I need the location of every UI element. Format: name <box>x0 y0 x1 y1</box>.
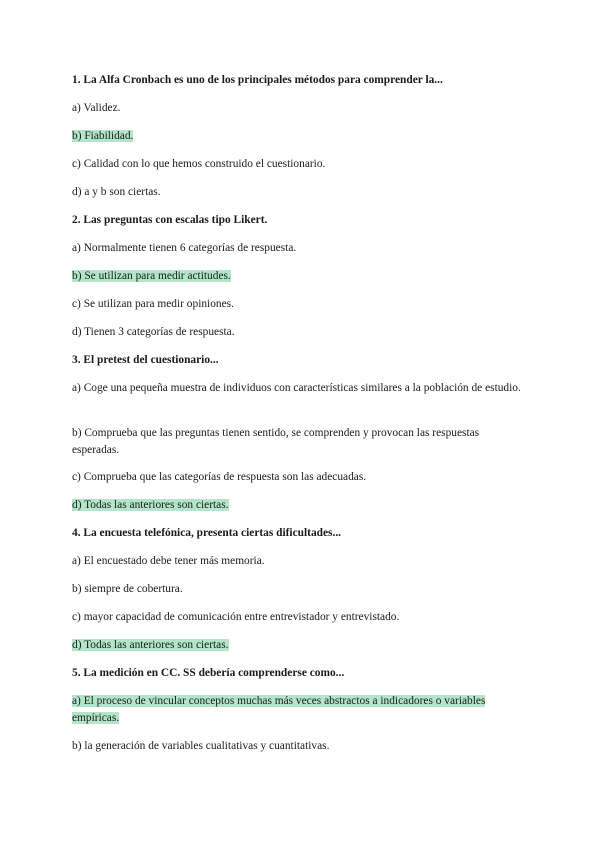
question-4-option-c <box>72 609 528 626</box>
question-3-option-c <box>72 469 528 486</box>
question-1-option-a <box>72 100 528 117</box>
question-4-option-b <box>72 581 528 598</box>
option-text: a) El encuestado debe tener más memoria. <box>72 555 265 567</box>
option-text: a) Normalmente tienen 6 categorías de respuesta. <box>72 242 297 254</box>
option-text: d) Tienen 3 categorías de respuesta. <box>72 326 235 338</box>
question-2-option-c <box>72 296 528 313</box>
question-3-title: 3. El pretest del cuestionario... <box>72 354 219 366</box>
question-4-title: 4. La encuesta telefónica, presenta ciertas dificultades... <box>72 527 342 539</box>
question-2-option-b <box>72 268 528 285</box>
question-1-option-c <box>72 156 528 173</box>
option-text: a) Validez. <box>72 102 121 114</box>
question-3-option-a <box>72 380 528 397</box>
option-text: c) Calidad con lo que hemos construido el cuestionario. <box>72 158 326 170</box>
option-text: c) mayor capacidad de comunicación entre entrevistador y entrevistado. <box>72 611 400 623</box>
option-text-highlighted: b) Fiabilidad. <box>72 130 134 142</box>
option-text: c) Comprueba que las categorías de respuesta son las adecuadas. <box>72 471 367 483</box>
question-1-option-d <box>72 184 528 201</box>
question-5-option-a <box>72 693 528 726</box>
option-text: b) la generación de variables cualitativas y cuantitativas. <box>72 740 330 752</box>
option-text-highlighted: d) Todas las anteriores son ciertas. <box>72 639 229 651</box>
option-text-highlighted: a) El proceso de vincular conceptos muchas más veces abstractos a indicadores o variables empíricas. <box>72 695 486 724</box>
question-5-title: 5. La medición en CC. SS debería comprenderse como... <box>72 667 345 679</box>
question-4-option-d <box>72 637 528 654</box>
question-2-option-a <box>72 240 528 257</box>
option-text: a) Coge una pequeña muestra de individuos con características similares a la población de estudio. <box>72 382 521 394</box>
question-3-option-d <box>72 497 528 514</box>
question-2-title: 2. Las preguntas con escalas tipo Likert. <box>72 214 268 226</box>
option-text: d) a y b son ciertas. <box>72 186 161 198</box>
question-2-option-d <box>72 324 528 341</box>
option-text-highlighted: d) Todas las anteriores son ciertas. <box>72 499 229 511</box>
option-text: b) siempre de cobertura. <box>72 583 183 595</box>
question-5-option-b <box>72 738 528 755</box>
option-text-highlighted: b) Se utilizan para medir actitudes. <box>72 270 231 282</box>
option-text: b) Comprueba que las preguntas tienen sentido, se comprenden y provocan las respuestas esperadas. <box>72 427 480 456</box>
question-4-option-a <box>72 553 528 570</box>
question-1-option-b <box>72 128 528 145</box>
option-text: c) Se utilizan para medir opiniones. <box>72 298 234 310</box>
question-3-option-b <box>72 425 528 458</box>
question-1-title: 1. La Alfa Cronbach es uno de los principales métodos para comprender la... <box>72 74 443 86</box>
